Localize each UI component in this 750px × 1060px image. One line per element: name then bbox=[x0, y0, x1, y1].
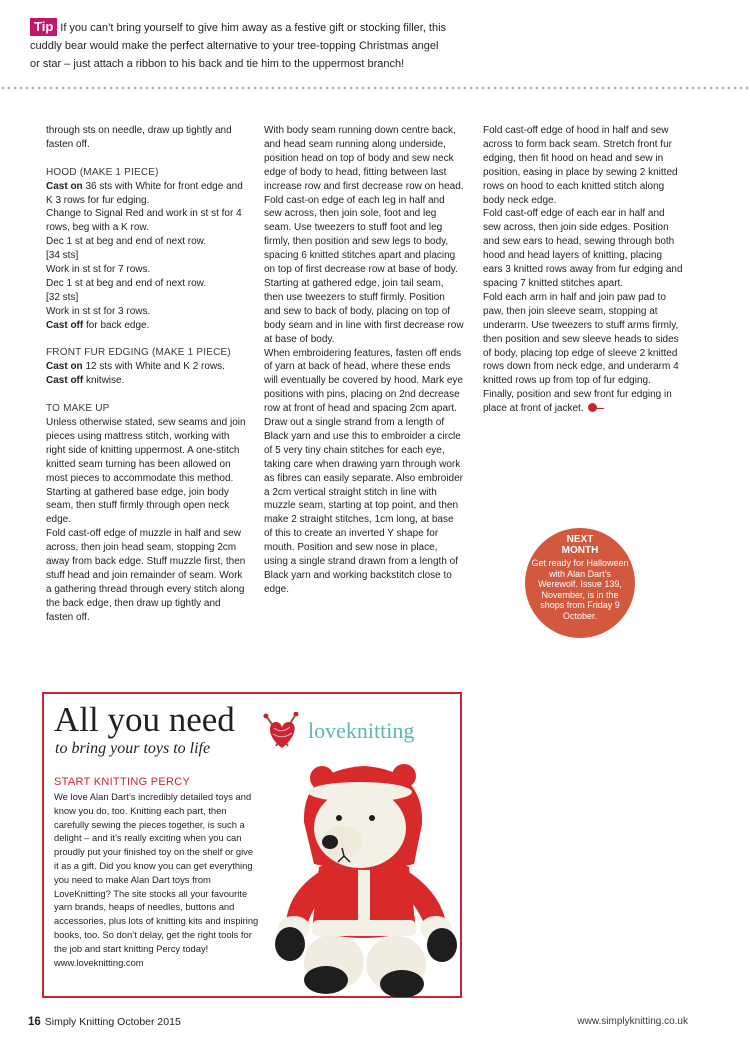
hood-line-9: Cast off for back edge. bbox=[46, 319, 150, 331]
hood-line-8: Work in st st for 3 rows. bbox=[46, 305, 151, 317]
column-1 bbox=[46, 124, 246, 625]
tip-text: If you can’t bring yourself to give him away as a festive gift or stocking filler, this cuddly bear would make the perfect alternative to your tree-topping Christmas angel or star – just attach a ribbon to his back and tie him to the uppermost branch! bbox=[30, 22, 447, 70]
hood-line-6: Dec 1 st at beg and end of next row. bbox=[46, 277, 207, 289]
all-you-need-box bbox=[42, 692, 462, 998]
fur-line-2: Cast off knitwise. bbox=[46, 375, 125, 387]
loveknitting-logo bbox=[262, 712, 442, 752]
column-2 bbox=[264, 124, 464, 597]
all-you-need-subtitle: to bring your toys to life bbox=[55, 740, 211, 757]
tip-box bbox=[30, 18, 450, 72]
col1-paragraph-1: through sts on needle, draw up tightly and fasten off. bbox=[46, 125, 232, 150]
hood-line-7: [32 sts] bbox=[46, 291, 79, 303]
next-month-text: Get ready for Halloween with Alan Dart’s Werewolf. Issue 139, November, is in the shops from Friday 9 October. bbox=[531, 558, 629, 621]
footer-left bbox=[28, 1016, 181, 1028]
col3-paragraph-2: Fold cast-off edge of each ear in half and sew across, then join side edges. Position and sew ears to head, sewing through both hood and head layers of knitting, placing ears 3 knitted rows away from fur edging and spacing 7 knitted stitches apart. bbox=[483, 208, 683, 289]
col2-paragraph-3: Starting at gathered edge, join tail seam, then use tweezers to stuff firmly. Position and sew to back of body, placing on top of body seam and in line with first decrease row at base of body. bbox=[264, 277, 464, 345]
heart-yarn-icon bbox=[262, 712, 308, 752]
hood-line-2: Change to Signal Red and work in st st for 4 rows, beg with a K row. bbox=[46, 208, 242, 234]
col2-paragraph-4: When embroidering features, fasten off ends of yarn at back of head, where these ends will eventually be covered by hood. Mark eye positions with pins, placing on 2nd decrease row at front of head and spacing 2cm apart. Draw out a single strand from a length of Black yarn and use this to embroider a circle of 5 very tiny chain stitches for each eye, taking care when drawing yarn through work as fibres can easily separate. Also embroider a 2cm vertical straight stitch in line with muzzle seam, starting at top point, and then make 2 straight stitches, 1cm long, at base of this to create an inverted Y shape for mouth. Position and sew nose in place, using a single strand drawn from a length of Black yarn and working backstitch close to edge. bbox=[264, 347, 463, 595]
next-month-title-1: NEXT bbox=[566, 534, 594, 545]
col3-paragraph-3: Fold each arm in half and join paw pad to paw, then join sleeve seam, stopping at underarm. Use tweezers to stuff arms firmly, then position and sew sleeve heads to sides of body, placing top edge of sleeve 2 knitted rows down from neck edge, and underarm 4 knitted rows up from top of fur edging. Finally, position and sew front fur edging in place at front of jacket. bbox=[483, 291, 679, 415]
hood-line-3: Dec 1 st at beg and end of next row. bbox=[46, 236, 207, 248]
hood-heading: HOOD (MAKE 1 PIECE) bbox=[46, 166, 159, 178]
next-month-badge bbox=[525, 528, 635, 638]
loveknitting-logo-text: loveknitting bbox=[308, 718, 415, 743]
loveknitting-url[interactable]: www.loveknitting.com bbox=[54, 956, 144, 968]
fur-edging-heading: FRONT FUR EDGING (MAKE 1 PIECE) bbox=[46, 347, 231, 359]
make-up-paragraph-1: Unless otherwise stated, sew seams and join pieces using mattress stitch, working with right side of knitting uppermost. A one-stitch knitted seam turning has been allowed on most pieces to accommodate this method. bbox=[46, 416, 246, 484]
hood-line-1: Cast on 36 sts with White for front edge and K 3 rows for fur edging. bbox=[46, 180, 243, 206]
col2-paragraph-2: Fold cast-on edge of each leg in half and sew across, then join sole, foot and leg seam. Use tweezers to stuff foot and leg firmly, then position and sew legs to body, spacing 6 knitted stitches apart and placing on top of first decrease row at base of body. bbox=[264, 194, 458, 276]
magazine-issue: Simply Knitting October 2015 bbox=[44, 1016, 181, 1028]
yarn-ball-end-icon bbox=[588, 403, 597, 412]
col3-paragraph-1: Fold cast-off edge of hood in half and sew across to form back seam. Stretch front fur edging, then fit hood on head and sew in position, easing in place by sewing 2 knitted rows on hood to each knitted stitch along body neck edge. bbox=[483, 125, 678, 206]
make-up-heading: TO MAKE UP bbox=[46, 403, 110, 415]
column-3 bbox=[483, 124, 683, 416]
all-you-need-text: We love Alan Dart’s incredibly detailed toys and know you do, too. Knitting each part, then carefully sewing the pieces together, is such a delight – and it’s really exciting when you can proudly put your finished toy on the shelf or give it as a gift. Did you know you can get everything you need to make Alan Dart toys from LoveKnitting? The site stocks all your favourite yarn brands, heaps of needles, buttons and accessories, plus lots of knitting kits and inspiring books, too. So don’t delay, get the right tools for the job and start knitting Percy today! bbox=[54, 791, 259, 954]
all-you-need-title: All you need bbox=[54, 700, 235, 739]
dotted-divider bbox=[0, 86, 750, 90]
hood-line-5: Work in st st for 7 rows. bbox=[46, 264, 151, 276]
tip-badge: Tip bbox=[30, 18, 57, 36]
col2-paragraph-1: With body seam running down centre back, and head seam running along underside, position head on top of body and sew neck edge of body to head, fitting between last increase row and first decrease row on head. bbox=[264, 125, 464, 192]
footer-website[interactable]: www.simplyknitting.co.uk bbox=[577, 1016, 688, 1027]
next-month-title-2: MONTH bbox=[561, 545, 599, 556]
all-you-need-body bbox=[54, 790, 259, 969]
start-knitting-heading: START KNITTING PERCY bbox=[54, 776, 191, 788]
make-up-paragraph-3: Fold cast-off edge of muzzle in half and sew across, then join head seam, stopping 2cm away from back edge. Stuff muzzle first, then stuff head and join remainder of seam. Work a gathering thread through every stitch along the back edge, then draw up tightly and fasten off. bbox=[46, 528, 246, 623]
percy-bear-image bbox=[264, 752, 464, 997]
fur-line-1: Cast on 12 sts with White and K 2 rows. bbox=[46, 361, 225, 373]
hood-line-4: [34 sts] bbox=[46, 250, 79, 262]
make-up-paragraph-2: Starting at gathered base edge, join body seam, then stuff firmly through open neck edge. bbox=[46, 486, 230, 526]
page-number: 16 bbox=[28, 1016, 41, 1028]
